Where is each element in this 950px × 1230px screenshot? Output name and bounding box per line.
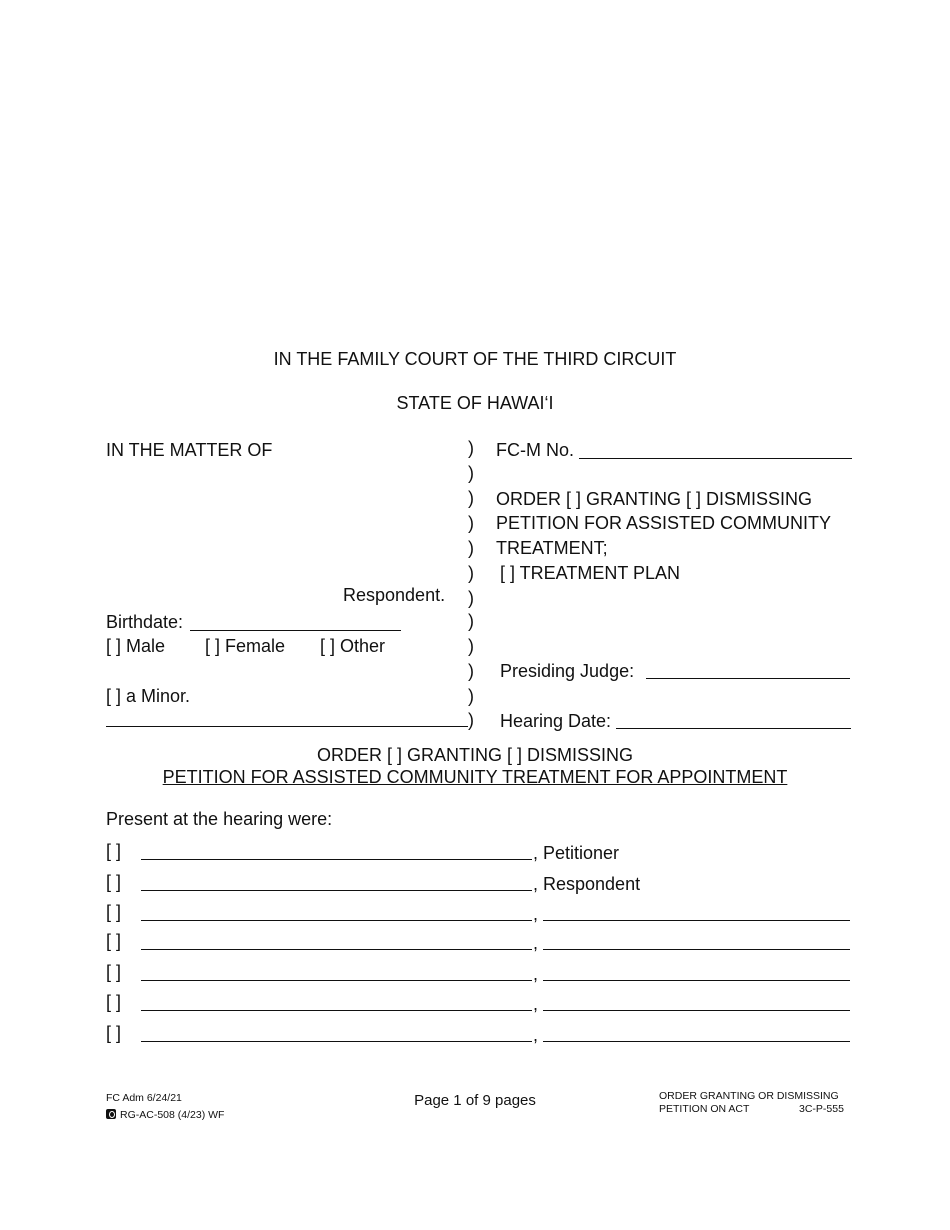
form-admin-date: FC Adm 6/24/21 xyxy=(106,1092,182,1104)
attendee-name-field[interactable] xyxy=(141,949,532,950)
court-name: IN THE FAMILY COURT OF THE THIRD CIRCUIT xyxy=(273,349,677,369)
matter-of-label: IN THE MATTER OF xyxy=(106,440,273,460)
attendee-name-field[interactable] xyxy=(141,890,532,891)
attendee-name-field[interactable] xyxy=(141,920,532,921)
presiding-judge-label: Presiding Judge: xyxy=(500,661,635,681)
attendee-checkbox[interactable]: [ ] xyxy=(106,992,122,1012)
page-number: Page 1 of 9 pages xyxy=(414,1092,536,1109)
caption-paren: ) xyxy=(468,563,474,583)
attendee-name-field[interactable] xyxy=(141,1010,532,1011)
order-title-line: PETITION FOR ASSISTED COMMUNITY xyxy=(496,513,832,533)
birthdate-field[interactable] xyxy=(190,630,401,631)
caption-divider-line xyxy=(106,726,468,727)
presiding-judge-field[interactable] xyxy=(646,678,850,679)
attendee-checkbox[interactable]: [ ] xyxy=(106,962,122,982)
form-code-text: RG-AC-508 (4/23) WF xyxy=(120,1109,225,1121)
attendee-checkbox[interactable]: [ ] xyxy=(106,1023,122,1043)
order-title: ORDER [ ] GRANTING [ ] DISMISSING xyxy=(316,745,634,765)
birthdate-label: Birthdate: xyxy=(106,612,184,632)
gender-other-checkbox[interactable]: [ ] Other xyxy=(320,636,386,656)
attendee-comma: , xyxy=(533,964,539,984)
case-number-label: FC-M No. xyxy=(496,440,574,460)
caption-paren: ) xyxy=(468,463,474,483)
case-number-field[interactable] xyxy=(579,458,852,459)
attendee-checkbox[interactable]: [ ] xyxy=(106,841,122,861)
caption-paren: ) xyxy=(468,710,474,730)
caption-paren: ) xyxy=(468,488,474,508)
footer-doc-title: PETITION ON ACT xyxy=(659,1103,750,1115)
state-name: STATE OF HAWAI‘I xyxy=(396,393,554,413)
order-subtitle: PETITION FOR ASSISTED COMMUNITY TREATMENT FOR APPOINTMENT xyxy=(162,767,788,787)
attendee-role-label: , Respondent xyxy=(533,874,641,894)
caption-paren: ) xyxy=(468,538,474,558)
caption-paren: ) xyxy=(468,611,474,631)
attendee-comma: , xyxy=(533,933,539,953)
order-title-line: TREATMENT; xyxy=(496,538,608,558)
attendee-role-field[interactable] xyxy=(543,920,850,921)
footer-doc-number: 3C-P-555 xyxy=(799,1103,844,1115)
caption-paren: ) xyxy=(468,636,474,656)
treatment-plan-checkbox[interactable]: [ ] TREATMENT PLAN xyxy=(500,563,681,583)
attendee-comma: , xyxy=(533,994,539,1014)
caption-paren: ) xyxy=(468,513,474,533)
caption-paren: ) xyxy=(468,438,474,458)
present-label: Present at the hearing were: xyxy=(106,809,333,829)
attendee-comma: , xyxy=(533,904,539,924)
attendee-role-field[interactable] xyxy=(543,980,850,981)
gender-female-checkbox[interactable]: [ ] Female xyxy=(205,636,286,656)
attendee-name-field[interactable] xyxy=(141,1041,532,1042)
caption-paren: ) xyxy=(468,588,474,608)
attendee-role-field[interactable] xyxy=(543,1010,850,1011)
attendee-checkbox[interactable]: [ ] xyxy=(106,902,122,922)
attendee-name-field[interactable] xyxy=(141,980,532,981)
caption-paren: ) xyxy=(468,686,474,706)
hearing-date-field[interactable] xyxy=(616,728,851,729)
gender-male-checkbox[interactable]: [ ] Male xyxy=(106,636,166,656)
attendee-comma: , xyxy=(533,1025,539,1045)
order-title-line: ORDER [ ] GRANTING [ ] DISMISSING xyxy=(496,489,813,509)
attendee-name-field[interactable] xyxy=(141,859,532,860)
attendee-checkbox[interactable]: [ ] xyxy=(106,931,122,951)
attendee-role-field[interactable] xyxy=(543,1041,850,1042)
minor-checkbox[interactable]: [ ] a Minor. xyxy=(106,686,191,706)
caption-paren: ) xyxy=(468,661,474,681)
form-code xyxy=(106,1109,224,1122)
hearing-date-label: Hearing Date: xyxy=(500,711,612,731)
attendee-checkbox[interactable]: [ ] xyxy=(106,872,122,892)
respondent-label: Respondent. xyxy=(343,585,446,605)
attendee-role-label: , Petitioner xyxy=(533,843,620,863)
attendee-role-field[interactable] xyxy=(543,949,850,950)
footer-doc-title: ORDER GRANTING OR DISMISSING xyxy=(659,1090,839,1102)
accessibility-icon xyxy=(106,1109,116,1119)
